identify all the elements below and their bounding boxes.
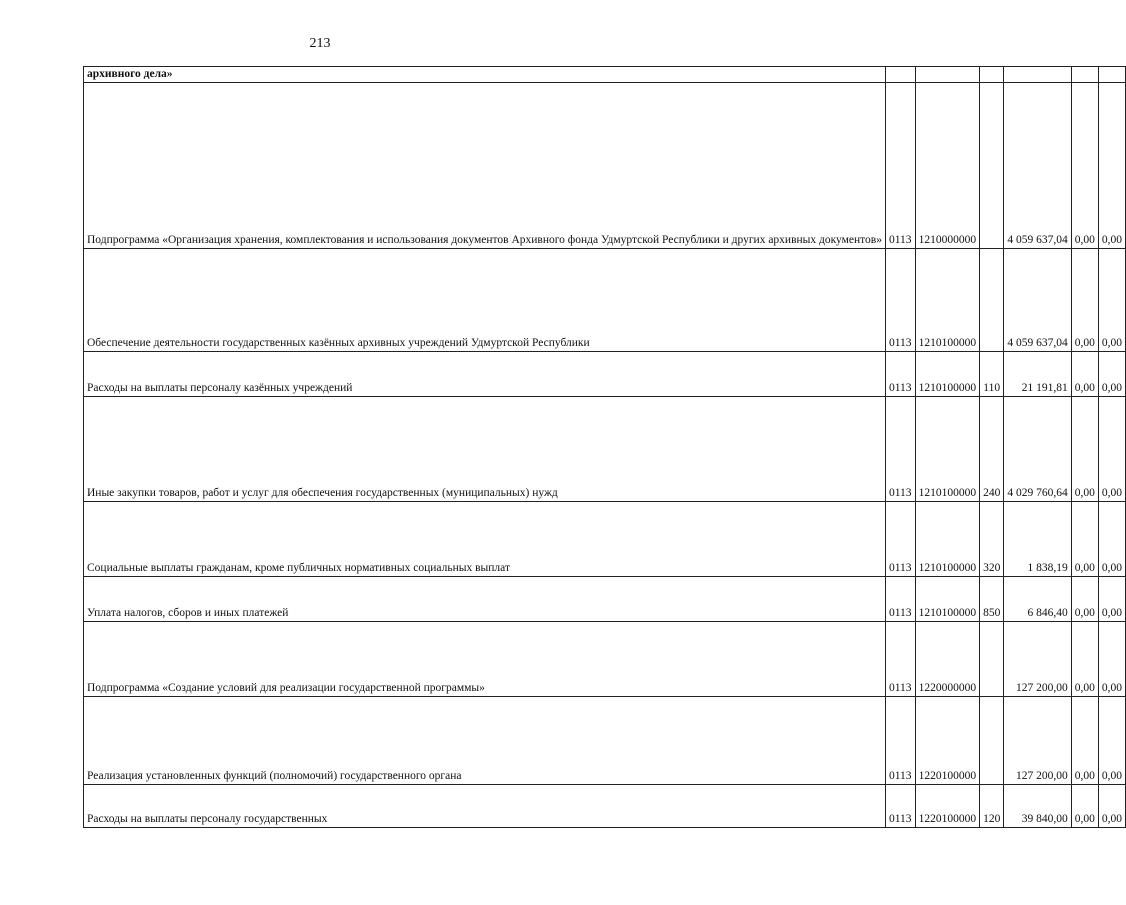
amount-year2-cell: 0,00 <box>1071 785 1098 828</box>
expense-type-cell: 320 <box>980 502 1004 577</box>
table-row <box>84 397 1126 502</box>
amount-year3-cell: 0,00 <box>1098 352 1125 397</box>
amount-year3-cell <box>1098 67 1125 83</box>
row-name-cell: Социальные выплаты гражданам, кроме публичных нормативных социальных выплат <box>84 502 886 577</box>
target-code-cell: 1210100000 <box>915 352 980 397</box>
target-code-cell: 1210100000 <box>915 397 980 502</box>
section-code-cell: 0113 <box>885 622 915 697</box>
amount-year3-cell: 0,00 <box>1098 577 1125 622</box>
amount-year3-cell: 0,00 <box>1098 502 1125 577</box>
row-name-cell: Расходы на выплаты персоналу государственных <box>84 785 886 828</box>
expense-type-cell: 110 <box>980 352 1004 397</box>
amount-year2-cell <box>1071 67 1098 83</box>
row-name-cell: Реализация установленных функций (полномочий) государственного органа <box>84 697 886 785</box>
amount-cell: 4 059 637,04 <box>1004 83 1071 249</box>
amount-year3-cell: 0,00 <box>1098 622 1125 697</box>
amount-year2-cell: 0,00 <box>1071 397 1098 502</box>
section-code-cell: 0113 <box>885 502 915 577</box>
target-code-cell: 1210100000 <box>915 577 980 622</box>
table-row <box>84 502 1126 577</box>
target-code-cell: 1220100000 <box>915 785 980 828</box>
expense-type-cell <box>980 249 1004 352</box>
amount-year2-cell: 0,00 <box>1071 249 1098 352</box>
expense-type-cell <box>980 622 1004 697</box>
table-row <box>84 67 1126 83</box>
amount-cell: 4 029 760,64 <box>1004 397 1071 502</box>
table-row <box>84 83 1126 249</box>
budget-table <box>83 66 1126 828</box>
amount-year2-cell: 0,00 <box>1071 352 1098 397</box>
expense-type-cell: 240 <box>980 397 1004 502</box>
amount-cell: 4 059 637,04 <box>1004 249 1071 352</box>
table-row <box>84 249 1126 352</box>
amount-year3-cell: 0,00 <box>1098 249 1125 352</box>
expense-type-cell <box>980 83 1004 249</box>
amount-cell: 39 840,00 <box>1004 785 1071 828</box>
target-code-cell: 1220000000 <box>915 622 980 697</box>
amount-year2-cell: 0,00 <box>1071 697 1098 785</box>
table-row <box>84 697 1126 785</box>
table-row <box>84 622 1126 697</box>
row-name-cell: Подпрограмма «Организация хранения, комплектования и использования документов Архивного фонда Удмуртской Республики и других архивных документов» <box>84 83 886 249</box>
amount-year2-cell: 0,00 <box>1071 577 1098 622</box>
section-code-cell <box>885 67 915 83</box>
amount-year2-cell: 0,00 <box>1071 622 1098 697</box>
section-code-cell: 0113 <box>885 83 915 249</box>
expense-type-cell <box>980 697 1004 785</box>
expense-type-cell <box>980 67 1004 83</box>
target-code-cell: 1210100000 <box>915 249 980 352</box>
section-code-cell: 0113 <box>885 397 915 502</box>
row-name-cell: Обеспечение деятельности государственных казённых архивных учреждений Удмуртской Республики <box>84 249 886 352</box>
section-code-cell: 0113 <box>885 249 915 352</box>
target-code-cell <box>915 67 980 83</box>
amount-cell <box>1004 67 1071 83</box>
section-code-cell: 0113 <box>885 352 915 397</box>
amount-year3-cell: 0,00 <box>1098 83 1125 249</box>
section-code-cell: 0113 <box>885 785 915 828</box>
row-name-cell: архивного дела» <box>84 67 886 83</box>
section-code-cell: 0113 <box>885 577 915 622</box>
target-code-cell: 1220100000 <box>915 697 980 785</box>
amount-year3-cell: 0,00 <box>1098 785 1125 828</box>
row-name-cell: Подпрограмма «Создание условий для реализации государственной программы» <box>84 622 886 697</box>
amount-year2-cell: 0,00 <box>1071 83 1098 249</box>
row-name-cell: Уплата налогов, сборов и иных платежей <box>84 577 886 622</box>
amount-year2-cell: 0,00 <box>1071 502 1098 577</box>
table-row <box>84 577 1126 622</box>
amount-cell: 21 191,81 <box>1004 352 1071 397</box>
amount-cell: 127 200,00 <box>1004 622 1071 697</box>
section-code-cell: 0113 <box>885 697 915 785</box>
page-number: 213 <box>309 36 331 51</box>
target-code-cell: 1210100000 <box>915 502 980 577</box>
table-row <box>84 785 1126 828</box>
target-code-cell: 1210000000 <box>915 83 980 249</box>
expense-type-cell: 850 <box>980 577 1004 622</box>
row-name-cell: Расходы на выплаты персоналу казённых учреждений <box>84 352 886 397</box>
amount-year3-cell: 0,00 <box>1098 397 1125 502</box>
amount-year3-cell: 0,00 <box>1098 697 1125 785</box>
row-name-cell: Иные закупки товаров, работ и услуг для обеспечения государственных (муниципальных) нужд <box>84 397 886 502</box>
expense-type-cell: 120 <box>980 785 1004 828</box>
amount-cell: 6 846,40 <box>1004 577 1071 622</box>
amount-cell: 1 838,19 <box>1004 502 1071 577</box>
amount-cell: 127 200,00 <box>1004 697 1071 785</box>
table-row <box>84 352 1126 397</box>
